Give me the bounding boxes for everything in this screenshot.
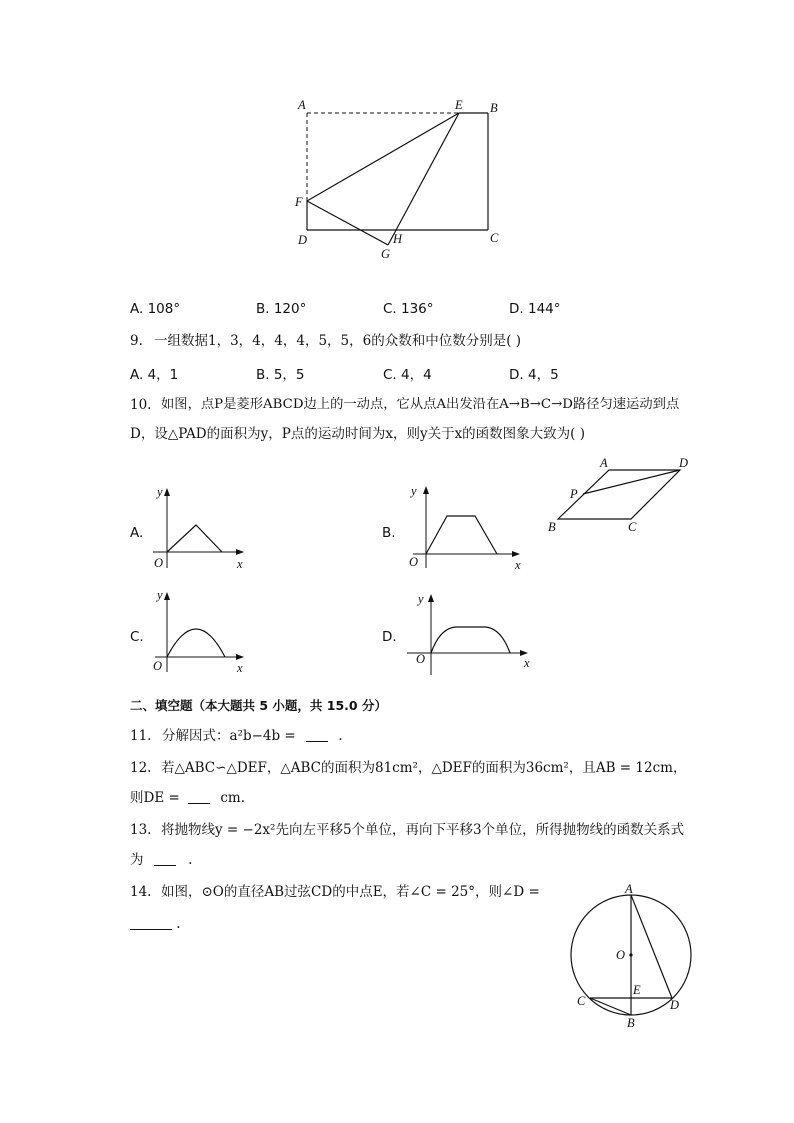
- q9-option-b: B. 5，5: [256, 367, 305, 383]
- x-label: x: [237, 557, 243, 571]
- origin-label: O: [409, 555, 419, 569]
- q12-answer-blank[interactable]: [188, 789, 210, 804]
- rhombus-label-D: D: [679, 456, 689, 470]
- y-label: y: [411, 484, 417, 498]
- graph-curve: [426, 516, 497, 554]
- circle-label-A: A: [625, 882, 633, 896]
- q13-line2: [130, 851, 192, 869]
- q9-option-a: A. 4，1: [130, 367, 179, 383]
- circle-label-B: B: [627, 1016, 635, 1030]
- q8-option-d: D. 144°: [509, 301, 561, 317]
- q12-line1: 若△ABC∽△DEF，△ABC的面积为81cm²，△DEF的面积为36cm²，且AB = 12cm，: [161, 760, 687, 776]
- label-F: F: [295, 195, 303, 209]
- origin-label: O: [416, 652, 426, 666]
- q13-line2-post: .: [188, 852, 193, 868]
- q14-number: 14.: [130, 884, 152, 900]
- q14-text: 如图，⊙O的直径AB过弦CD的中点E，若∠C = 25°，则∠D =: [161, 884, 540, 900]
- graph-option-b: [400, 480, 530, 572]
- segment-FE: [307, 113, 459, 201]
- label-B: B: [490, 101, 498, 115]
- circle-label-D: D: [670, 998, 680, 1012]
- origin-label: O: [154, 556, 164, 570]
- graph-option-a: [145, 482, 255, 572]
- y-label: y: [157, 588, 163, 602]
- q8-option-b: B. 120°: [256, 301, 307, 317]
- label-A: A: [298, 98, 306, 112]
- x-arrow: [236, 654, 244, 660]
- rhombus-label-B: B: [548, 520, 556, 534]
- q13-answer-blank[interactable]: [154, 851, 176, 866]
- x-label: x: [515, 558, 521, 572]
- q9-option-d: D. 4，5: [509, 367, 559, 383]
- segment-FG: [307, 201, 388, 245]
- label-D: D: [298, 233, 308, 247]
- q10-line1: 如图，点P是菱形ABCD边上的一动点，它从点A出发沿在A→B→C→D路径匀速运动到点: [161, 397, 680, 412]
- segment-PD: [583, 470, 680, 494]
- q9-text: 一组数据1，3，4，4，4，5，5，6的众数和中位数分别是( ): [154, 333, 522, 349]
- q10-option-a-label: A.: [130, 525, 144, 541]
- x-arrow: [236, 549, 244, 555]
- q14-line2: [130, 915, 181, 933]
- q14-answer-blank[interactable]: [130, 915, 172, 930]
- label-E: E: [455, 98, 463, 112]
- circle-label-O: O: [616, 948, 626, 962]
- segment-CB: [590, 998, 631, 1015]
- graph-curve: [167, 629, 225, 657]
- graph-curve: [167, 525, 222, 552]
- q11-answer-blank[interactable]: [306, 727, 328, 742]
- q14-end: .: [176, 916, 181, 932]
- q10-line2: D，设△PAD的面积为y，P点的运动时间为x，则y关于x的函数图象大致为( ): [130, 426, 586, 442]
- q12-line2-post: cm.: [220, 790, 246, 806]
- y-label: y: [418, 592, 424, 606]
- q11-end: .: [338, 728, 343, 744]
- y-arrow: [423, 486, 429, 494]
- origin-label: O: [153, 659, 163, 673]
- y-arrow: [164, 592, 170, 600]
- y-arrow: [428, 594, 434, 602]
- x-arrow: [512, 551, 520, 557]
- q11-text: 分解因式：a²b−4b =: [162, 728, 296, 744]
- q11-number: 11.: [130, 728, 152, 744]
- q12-line2-pre: 则DE =: [130, 790, 180, 806]
- q12-line2: [130, 789, 245, 807]
- q13-line1: 将抛物线y = −2x²先向左平移5个单位，再向下平移3个单位，所得抛物线的函数关系式: [161, 822, 685, 838]
- q12-number: 12.: [130, 760, 152, 776]
- rhombus-label-A: A: [600, 456, 608, 470]
- q10-option-b-label: B.: [382, 525, 396, 541]
- q13-number: 13.: [130, 822, 152, 838]
- rectangle-fold-figure: [280, 95, 510, 265]
- y-arrow: [164, 488, 170, 496]
- label-G: G: [381, 247, 391, 261]
- circle-figure: [560, 878, 700, 1030]
- rhombus-label-P: P: [570, 487, 578, 501]
- q10-option-c-label: C.: [130, 629, 144, 645]
- x-label: x: [237, 661, 243, 675]
- q8-option-c: C. 136°: [383, 301, 434, 317]
- q9-option-c: C. 4，4: [383, 367, 432, 383]
- q10-number: 10.: [130, 397, 152, 413]
- x-label: x: [524, 656, 530, 670]
- y-label: y: [157, 485, 163, 499]
- center-point: [629, 953, 632, 956]
- q13-line2-pre: 为: [130, 852, 144, 868]
- rhombus-figure: [540, 452, 700, 536]
- q11-line: [162, 727, 343, 745]
- q10-option-d-label: D.: [382, 629, 397, 645]
- q9-number: 9.: [130, 333, 143, 349]
- label-C: C: [490, 231, 499, 245]
- graph-option-c: [145, 585, 255, 677]
- segment-EG: [388, 113, 459, 245]
- label-H: H: [393, 232, 403, 246]
- circle-label-E: E: [633, 983, 641, 997]
- graph-curve: [431, 627, 510, 653]
- q8-option-a: A. 108°: [130, 301, 181, 317]
- section-title: 二、填空题（本大题共 5 小题，共 15.0 分）: [130, 698, 387, 713]
- rhombus-label-C: C: [628, 520, 637, 534]
- circle-label-C: C: [577, 994, 586, 1008]
- graph-option-d: [400, 588, 535, 676]
